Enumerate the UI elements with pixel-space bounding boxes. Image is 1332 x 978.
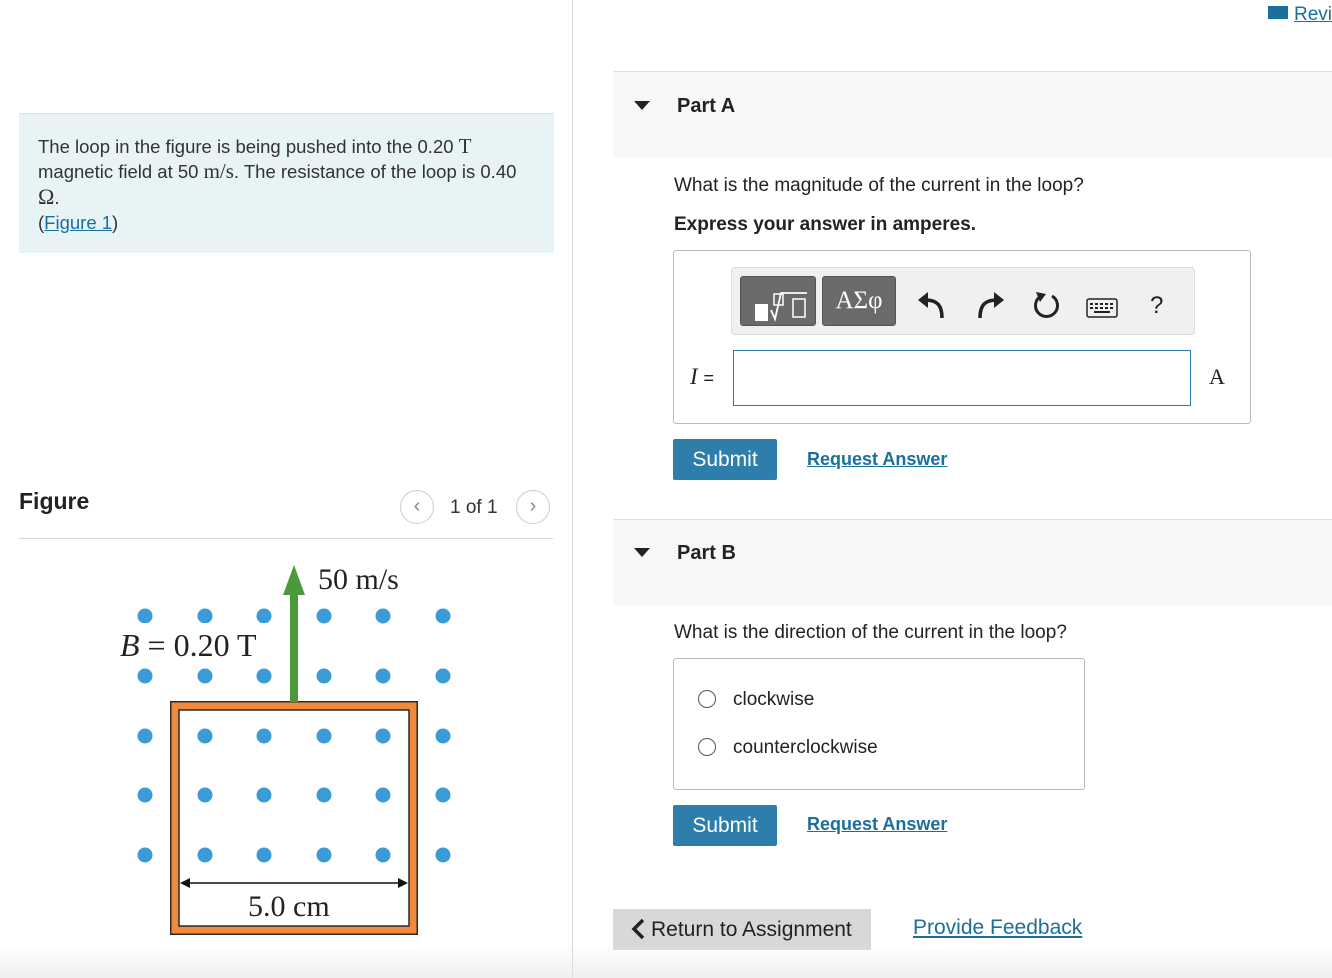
field-dot [138, 729, 153, 744]
radio-counterclockwise[interactable] [698, 738, 716, 756]
field-dot [138, 848, 153, 863]
figure-link[interactable]: Figure 1 [44, 212, 113, 233]
choices-box [673, 658, 1085, 790]
return-to-assignment-button[interactable]: Return to Assignment [613, 909, 871, 950]
part-b-submit-button[interactable]: Submit [673, 805, 777, 846]
chevron-left-icon [630, 917, 646, 941]
keyboard-icon[interactable] [1086, 298, 1118, 318]
review-link-label: Revi [1293, 4, 1332, 25]
dimension-arrow-left [180, 878, 190, 888]
book-icon [1268, 6, 1288, 19]
problem-text-1: The loop in the figure is being pushed into the 0.20 [38, 136, 454, 157]
field-dot [317, 729, 332, 744]
figure-next-button[interactable] [516, 490, 550, 524]
redo-icon[interactable] [974, 290, 1006, 320]
width-label: 5.0 cm [248, 890, 330, 923]
provide-feedback-link[interactable]: Provide Feedback [913, 916, 1083, 939]
answer-unit: A [1209, 364, 1225, 389]
field-dot [198, 848, 213, 863]
field-dot [376, 848, 391, 863]
answer-input[interactable] [733, 350, 1191, 406]
field-dot [257, 729, 272, 744]
undo-icon[interactable] [916, 290, 948, 320]
part-b-request-answer-link[interactable]: Request Answer [807, 814, 948, 834]
answer-variable: I = [690, 364, 715, 389]
field-dot [317, 788, 332, 803]
field-dot [376, 609, 391, 624]
part-b-label: Part B [677, 542, 736, 564]
figure-divider [19, 538, 553, 539]
part-a-request-answer-link[interactable]: Request Answer [807, 449, 948, 469]
field-dot [317, 848, 332, 863]
review-link[interactable] [1268, 4, 1332, 26]
velocity-arrow-head [283, 565, 305, 595]
speed-label: 50 m/s [318, 563, 399, 596]
field-dot [436, 669, 451, 684]
field-dot [436, 729, 451, 744]
caret-down-icon[interactable] [634, 548, 650, 557]
chevron-right-icon: › [529, 495, 537, 517]
radio-clockwise[interactable] [698, 690, 716, 708]
field-dot [376, 729, 391, 744]
field-dot [436, 609, 451, 624]
chevron-left-icon: ‹ [413, 495, 421, 517]
templates-button[interactable] [740, 276, 816, 326]
field-dot [138, 788, 153, 803]
field-dot [198, 788, 213, 803]
unit-speed: m/s [203, 159, 234, 183]
problem-text-2: magnetic field at 50 [38, 161, 199, 182]
choice-label-clockwise[interactable]: clockwise [733, 689, 815, 710]
unit-ohm: Ω [38, 184, 55, 209]
part-b-question: What is the direction of the current in the loop? [674, 622, 1067, 643]
field-dot [317, 609, 332, 624]
field-dot [436, 788, 451, 803]
field-label: B = 0.20 T [120, 627, 257, 663]
figure-prev-button[interactable] [400, 490, 434, 524]
field-dot [257, 848, 272, 863]
field-dot [198, 669, 213, 684]
problem-statement: The loop in the figure is being pushed into the 0.20 T magnetic field at 50 m/s. The resistance of the loop is 0.40 Ω. (Figure 1) [38, 134, 517, 233]
choice-label-counterclockwise[interactable]: counterclockwise [733, 737, 878, 758]
greek-symbols-button[interactable]: ΑΣφ [822, 276, 896, 326]
field-dot [257, 669, 272, 684]
field-dot [138, 609, 153, 624]
part-a-instruction: Express your answer in amperes. [674, 214, 977, 235]
field-dot [376, 669, 391, 684]
field-dot [198, 609, 213, 624]
template-sqrt-icon [741, 277, 815, 325]
field-dot [317, 669, 332, 684]
figure-title: Figure [19, 488, 90, 514]
figure-diagram [100, 555, 480, 945]
caret-down-icon[interactable] [634, 101, 650, 110]
field-dot [257, 609, 272, 624]
field-dot [257, 788, 272, 803]
help-icon[interactable]: ? [1150, 292, 1164, 319]
resistance-value: 0.40 [480, 161, 517, 182]
part-a-label: Part A [677, 95, 736, 117]
reset-icon[interactable] [1030, 290, 1062, 322]
field-dot [376, 788, 391, 803]
field-dot [436, 848, 451, 863]
field-dot [138, 669, 153, 684]
field-dot [198, 729, 213, 744]
panel-divider [572, 0, 573, 978]
dimension-arrow-right [398, 878, 408, 888]
figure-counter: 1 of 1 [450, 497, 498, 518]
problem-text-3: . The resistance of the loop is [233, 161, 476, 182]
problem-text-4: . [54, 187, 60, 208]
unit-tesla: T [458, 134, 472, 158]
part-a-question: What is the magnitude of the current in the loop? [674, 175, 1084, 196]
part-a-submit-button[interactable]: Submit [673, 439, 777, 480]
